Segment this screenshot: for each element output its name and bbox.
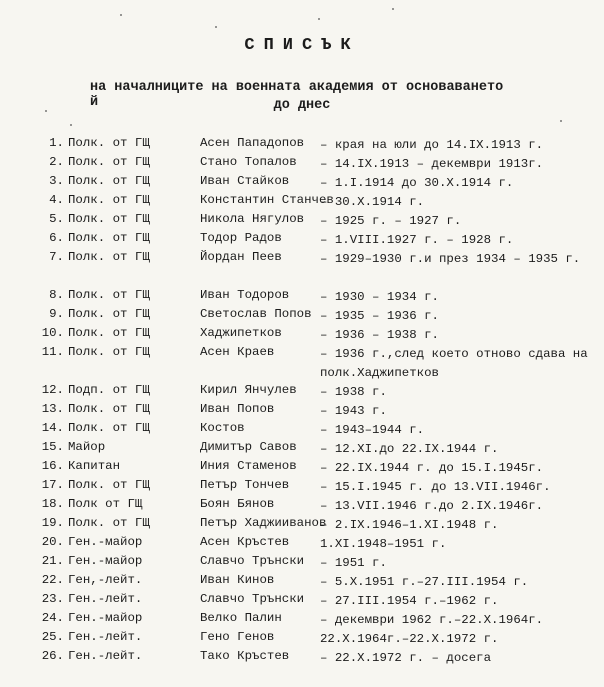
item-rank: Полк. от ГЩ [68,421,150,435]
item-period: – 1951 г. [320,556,387,570]
list-item [0,535,604,554]
item-number: 26. [41,649,64,663]
list-item [0,155,604,174]
item-rank: Полк. от ГЩ [68,402,150,416]
list-item [0,307,604,326]
item-number: 19. [41,516,64,530]
list-item [0,611,604,630]
item-name: Петър Хаджииванов [200,516,327,530]
item-rank: Полк от ГЩ [68,497,143,511]
item-rank: Ген.-лейт. [68,592,143,606]
list-item [0,345,604,383]
item-name: Асен Кръстев [200,535,290,549]
item-name: Асен Краев [200,345,275,359]
item-number: 3. [49,174,64,188]
list-item [0,383,604,402]
item-period: – 1938 г. [320,385,387,399]
document-title: СПИСЪК [244,36,360,55]
list-item [0,326,604,345]
item-name: Иван Кинов [200,573,275,587]
item-period: – 1930 – 1934 г. [320,290,439,304]
document-subtitle-line1: на началниците на военната академия от основаването й [90,80,504,110]
list-item [0,554,604,573]
item-rank: Ген.-лейт. [68,649,143,663]
list-item [0,250,604,288]
item-name: Боян Бянов [200,497,275,511]
item-period: – 1935 – 1936 г. [320,309,439,323]
item-rank: Полк. от ГЩ [68,307,150,321]
item-number: 25. [41,630,64,644]
scan-speck [392,8,394,10]
item-number: 16. [41,459,64,473]
list-item [0,630,604,649]
item-period: – 5.X.1951 г.–27.III.1954 г. [320,575,529,589]
item-number: 17. [41,478,64,492]
item-period: – 1943 г. [320,404,387,418]
list-item [0,212,604,231]
list-item [0,402,604,421]
item-period: 1.XI.1948–1951 г. [320,537,447,551]
item-name: Тодор Радов [200,231,282,245]
item-rank: Полк. от ГЩ [68,516,150,530]
item-rank: Ген.-майор [68,554,143,568]
item-rank: Полк. от ГЩ [68,250,150,264]
scan-speck [45,110,47,112]
item-name: Иван Попов [200,402,275,416]
item-rank: Полк. от ГЩ [68,212,150,226]
item-rank: Ген.-лейт. [68,630,143,644]
item-name: Димитър Савов [200,440,297,454]
item-period: – 1.I.1914 до 30.X.1914 г. [320,176,514,190]
item-period: 22.X.1964г.–22.X.1972 г. [320,632,499,646]
item-name: Костов [200,421,245,435]
item-number: 24. [41,611,64,625]
list-item [0,459,604,478]
item-name: Иван Стайков [200,174,290,188]
scan-speck [560,120,562,122]
list-item [0,516,604,535]
item-period: – 1936 – 1938 г. [320,328,439,342]
list-item [0,497,604,516]
item-name: Светослав Попов [200,307,312,321]
item-name: Славчо Трънски [200,592,305,606]
item-rank: Полк. от ГЩ [68,136,150,150]
item-period: – 1943–1944 г. [320,423,425,437]
item-rank: Ген.-майор [68,535,143,549]
scan-speck [318,18,320,20]
item-number: 9. [49,307,64,321]
list-item [0,440,604,459]
item-number: 22. [41,573,64,587]
item-rank: Полк. от ГЩ [68,478,150,492]
item-number: 8. [49,288,64,302]
list-item [0,573,604,592]
item-number: 23. [41,592,64,606]
item-rank: Полк. от ГЩ [68,288,150,302]
list-item [0,421,604,440]
item-number: 2. [49,155,64,169]
list-item [0,478,604,497]
item-name: Тако Кръстев [200,649,290,663]
scan-speck [120,14,122,16]
item-rank: Полк. от ГЩ [68,174,150,188]
item-period: – 14.IX.1913 – декември 1913г. [320,157,544,171]
item-name: Славчо Трънски [200,554,305,568]
item-number: 20. [41,535,64,549]
item-number: 10. [41,326,64,340]
item-name: Асен Пападопов [200,136,305,150]
item-period: – декември 1962 г.–22.X.1964г. [320,613,544,627]
item-period: – 13.VII.1946 г.до 2.IX.1946г. [320,499,544,513]
item-name: Петър Тончев [200,478,290,492]
list-item [0,288,604,307]
item-period: – 22.X.1972 г. – досега [320,651,492,665]
item-number: 5. [49,212,64,226]
list-item [0,592,604,611]
item-number: 12. [41,383,64,397]
item-name: Никола Нягулов [200,212,305,226]
item-period: – 2.IX.1946–1.XI.1948 г. [320,518,499,532]
item-name: Стано Топалов [200,155,297,169]
item-number: 18. [41,497,64,511]
item-period: – 1925 г. – 1927 г. [320,214,462,228]
item-number: 14. [41,421,64,435]
item-rank: Полк. от ГЩ [68,155,150,169]
item-name: Гено Генов [200,630,275,644]
item-period: – 1936 г.,след което отново сдава на полк.Хаджипетков [320,347,588,380]
item-period: – края на юли до 14.IX.1913 г. [320,138,544,152]
item-period: – 27.III.1954 г.–1962 г. [320,594,499,608]
item-number: 13. [41,402,64,416]
item-period: – 22.IX.1944 г. до 15.I.1945г. [320,461,544,475]
item-number: 15. [41,440,64,454]
item-name: Константин Станчев [200,193,334,207]
item-period: – 1929–1930 г.и през 1934 – 1935 г. [320,252,581,266]
item-period: – 15.I.1945 г. до 13.VII.1946г. [320,480,551,494]
item-rank: Капитан [68,459,121,473]
item-number: 6. [49,231,64,245]
item-rank: Ген,-лейт. [68,573,143,587]
list-item [0,231,604,250]
list-item [0,174,604,193]
item-number: 4. [49,193,64,207]
list-item [0,649,604,668]
item-number: 21. [41,554,64,568]
item-name: Хаджипетков [200,326,282,340]
item-number: 11. [41,345,64,359]
item-name: Иван Тодоров [200,288,290,302]
list-item [0,193,604,212]
item-number: 7. [49,250,64,264]
item-name: Кирил Янчулев [200,383,297,397]
item-rank: Полк. от ГЩ [68,326,150,340]
list-item [0,136,604,155]
document-subtitle-line2: до днес [273,98,331,113]
item-rank: Подп. от ГЩ [68,383,150,397]
item-rank: Полк. от ГЩ [68,193,150,207]
commanders-list [0,136,604,668]
item-rank: Майор [68,440,106,454]
item-name: Йордан Пеев [200,250,282,264]
item-name: Иния Стаменов [200,459,297,473]
scan-speck [70,124,72,126]
scan-speck [215,26,217,28]
item-rank: Ген.-майор [68,611,143,625]
item-period: – 12.XI.до 22.IX.1944 г. [320,442,499,456]
item-name: Велко Палин [200,611,282,625]
item-rank: Полк. от ГЩ [68,231,150,245]
item-period: – 1.VIII.1927 г. – 1928 г. [320,233,514,247]
item-rank: Полк. от ГЩ [68,345,150,359]
item-period: – 30.X.1914 г. [320,195,425,209]
item-number: 1. [49,136,64,150]
